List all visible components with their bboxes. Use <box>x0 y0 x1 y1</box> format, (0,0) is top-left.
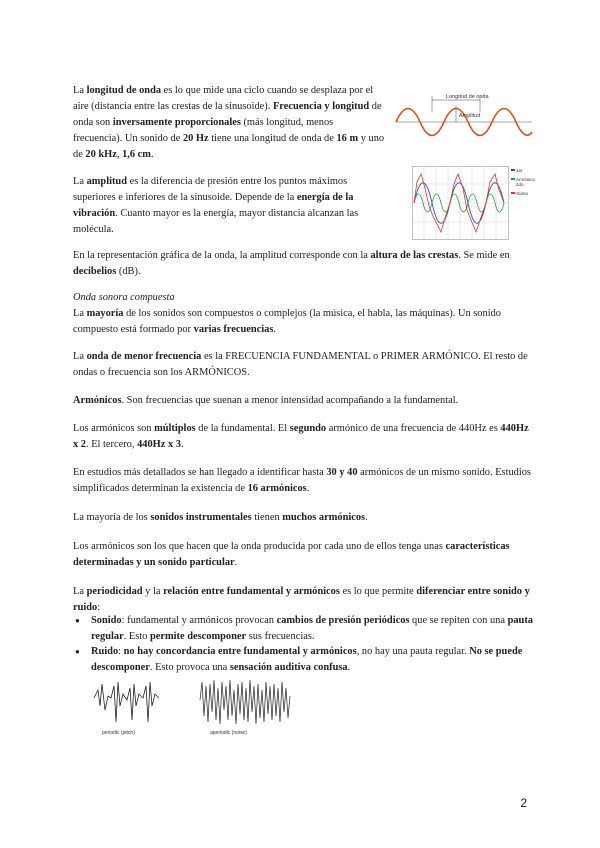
list-item-sound: ● Sonido: fundamental y armónicos provocan cambios de presión periódicos que se repiten con una pauta regular. Esto permite descomponer sus frecuencias. <box>73 613 533 644</box>
wavelength-label: Longitud de onda <box>446 94 489 100</box>
paragraph-wavelength: La longitud de onda es lo que mide una ciclo cuando se desplaza por el aire (distancia entre las crestas de la sinusoide). Frecuencia y longitud de onda son inversamente proporcionales (más longitud, menos frecuencia). Un sonido de 20 Hz tiene una longitud de onda de 16 m y uno de 20 kHz, 1,6 cm. <box>73 85 385 160</box>
periodic-caption: periodic (pitch) <box>102 730 135 736</box>
harmonics-figure <box>412 166 536 240</box>
paragraph-multiples: Los armónicos son múltiplos de la fundamental. El segundo armónico de una frecuencia de 440Hz es 440Hz x 2. El tercero, 440Hz x 3. <box>73 423 529 450</box>
amplitude-label: Amplitud <box>459 113 481 119</box>
legend-first: 1er <box>516 168 523 173</box>
page-number: 2 <box>520 796 527 810</box>
paragraph-compound: Onda sonora compuesta La mayoría de los sonidos son compuestos o complejos (la música, el habla, las máquinas). Un sonido compuesto está formado por varias frecuencias. <box>73 292 501 335</box>
paragraph-characteristics: Los armónicos son los que hacen que la onda producida por cada uno de ellos tenga unas características determinadas y un sonido particular. <box>73 541 510 568</box>
wavelength-figure <box>396 92 532 144</box>
paragraph-representation: En la representación gráfica de la onda, la amplitud corresponde con la altura de las crestas. Se mide en decibelios (dB). <box>73 250 510 277</box>
paragraph-amplitude: La amplitud es la diferencia de presión entre los puntos máximos superiores e inferiores de la sinusoide. Depende de la energía de la vibración. Cuanto mayor es la energía, mayor distancia alcanzan las molécula. <box>73 176 359 235</box>
paragraph-periodicity: La periodicidad y la relación entre fundamental y armónicos es lo que permite diferenciar entre sonido y ruido: <box>73 586 530 613</box>
aperiodic-caption: aperiodic (noise) <box>210 730 247 736</box>
list-item-noise: ● Ruido: no hay concordancia entre fundamental y armónicos, no hay una pauta regular. No se puede descomponer. Esto provoca una sensación auditiva confusa. <box>73 644 533 675</box>
paragraph-fundamental: La onda de menor frecuencia es la FRECUENCIA FUNDAMENTAL o PRIMER ARMÓNICO. El resto de ondas o frecuencia son los ARMÓNICOS. <box>73 351 528 378</box>
paragraph-harmonics-def: Armónicos. Son frecuencias que suenan a menor intensidad acompañando a la fundamental. <box>73 395 459 406</box>
legend-sum: Suma <box>516 191 528 196</box>
paragraph-instruments: La mayoría de los sonidos instrumentales tienen muchos armónicos. <box>73 512 368 523</box>
legend-harmonic: Armónico <box>516 177 536 182</box>
paragraph-studies: En estudios más detallados se han llegado a identificar hasta 30 y 40 armónicos de un mismo sonido. Estudios simplificados determinan la existencia de 16 armónicos. <box>73 467 531 494</box>
sound-noise-list <box>73 613 533 675</box>
section-subtitle: Onda sonora compuesta <box>73 292 175 303</box>
legend-second: 2do <box>516 182 524 187</box>
periodic-aperiodic-figure <box>92 676 302 738</box>
